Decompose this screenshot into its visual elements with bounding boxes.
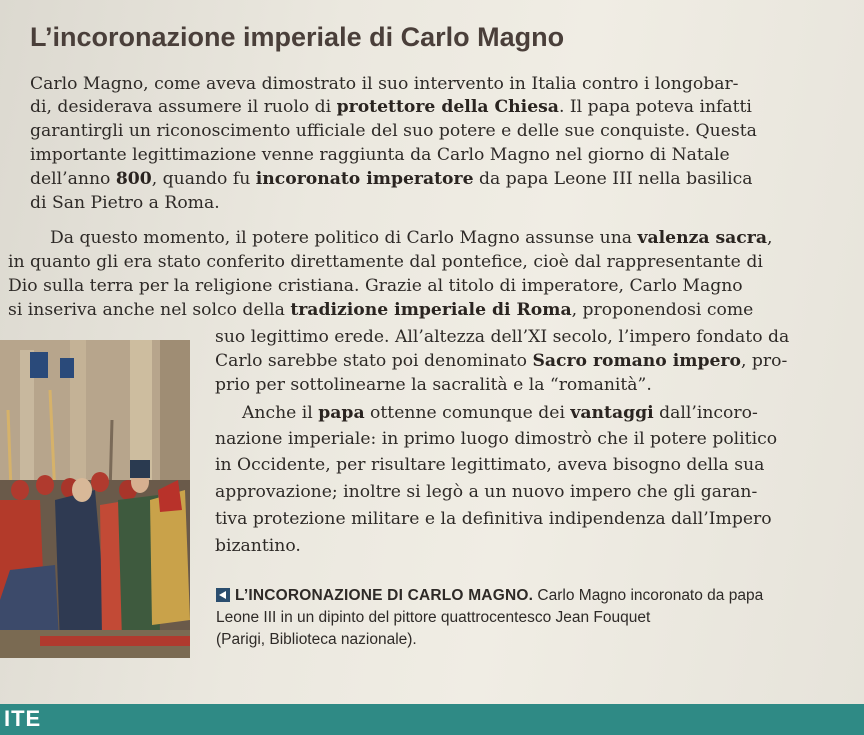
text-line — [30, 192, 220, 214]
text-line — [30, 144, 730, 166]
caption-line: (Parigi, Biblioteca nazionale). — [216, 631, 417, 648]
caption-text: Carlo Magno incoronato da papa — [533, 587, 764, 604]
text-line — [8, 251, 763, 273]
text-run: , pro- — [740, 351, 788, 371]
text-line — [8, 299, 753, 321]
text-run: Anche il — [242, 403, 319, 423]
footer-band — [0, 704, 864, 735]
caption-line: Leone III in un dipinto del pittore quattrocentesco Jean Fouquet — [216, 609, 651, 626]
text-run: tiva protezione militare e la definitiva indipendenza dall’Impero — [215, 509, 772, 529]
text-run: di, desiderava assumere il ruolo di — [30, 97, 337, 117]
bold-phrase: Sacro romano impero — [532, 351, 741, 371]
text-run: ottenne comunque dei — [364, 403, 571, 423]
caption-tag: L’INCORONAZIONE DI CARLO MAGNO. — [235, 587, 534, 604]
text-run: dell’anno — [30, 169, 116, 189]
text-run: , quando fu — [151, 169, 256, 189]
text-line — [30, 96, 752, 118]
text-line — [30, 120, 757, 142]
text-run: prio per sottolinearne la sacralità e la “romanità”. — [215, 375, 652, 395]
text-run: importante legittimazione venne raggiunta da Carlo Magno nel giorno di Natale — [30, 145, 730, 165]
bold-phrase: incoronato imperatore — [255, 169, 474, 189]
text-line — [215, 454, 764, 476]
page-title: L’incoronazione imperiale di Carlo Magno — [30, 22, 565, 52]
text-line — [215, 508, 772, 530]
bold-phrase: papa — [318, 403, 365, 423]
bold-phrase: 800 — [115, 169, 152, 189]
text-line — [215, 535, 301, 557]
text-run: . Il papa poteva infatti — [558, 97, 752, 117]
text-run: bizantino. — [215, 536, 301, 556]
text-line — [30, 73, 738, 95]
text-run: Da questo momento, il potere politico di Carlo Magno assunse una — [50, 228, 638, 248]
footer-label: ITE — [4, 706, 42, 731]
text-run: garantirgli un riconoscimento ufficiale del suo potere e delle sue conquiste. Questa — [30, 121, 757, 141]
text-line — [242, 402, 758, 424]
text-line — [8, 275, 743, 297]
text-line — [30, 168, 753, 190]
text-run: Carlo sarebbe stato poi denominato — [215, 351, 533, 371]
text-run: approvazione; inoltre si legò a un nuovo impero che gli garan- — [215, 482, 758, 502]
bold-phrase: vantaggi — [570, 403, 654, 423]
text-line — [215, 326, 789, 348]
text-line — [215, 481, 757, 503]
text-run: in quanto gli era stato conferito direttamente dal pontefice, cioè dal rappresentante di — [8, 252, 763, 272]
text-run: suo legittimo erede. All’altezza dell’XI secolo, l’impero fondato da — [215, 327, 790, 347]
text-run: di San Pietro a Roma. — [30, 193, 220, 213]
text-line — [215, 374, 652, 396]
caption-line — [216, 585, 763, 606]
text-run: si inseriva anche nel solco della — [8, 300, 291, 320]
text-run: da papa Leone III nella basilica — [473, 169, 753, 189]
text-run: in Occidente, per risultare legittimato, aveva bisogno della sua — [215, 455, 765, 475]
text-line — [50, 227, 772, 249]
text-line — [215, 428, 777, 450]
bold-phrase: valenza sacra — [637, 228, 767, 248]
bold-phrase: protettore della Chiesa — [336, 97, 559, 117]
text-run: , proponendosi come — [571, 300, 754, 320]
text-line — [215, 350, 787, 372]
text-run: Carlo Magno, come aveva dimostrato il suo intervento in Italia contro i longobar- — [30, 74, 739, 94]
text-run: Dio sulla terra per la religione cristiana. Grazie al titolo di imperatore, Carlo Magno — [8, 276, 743, 296]
coronation-painting — [0, 340, 190, 658]
text-run: dall’incoro- — [653, 403, 758, 423]
caption-arrow-icon — [216, 588, 230, 602]
text-run: nazione imperiale: in primo luogo dimostrò che il potere politico — [215, 429, 778, 449]
text-run: , — [766, 228, 773, 248]
painting-illustration — [0, 340, 190, 658]
bold-phrase: tradizione imperiale di Roma — [290, 300, 572, 320]
